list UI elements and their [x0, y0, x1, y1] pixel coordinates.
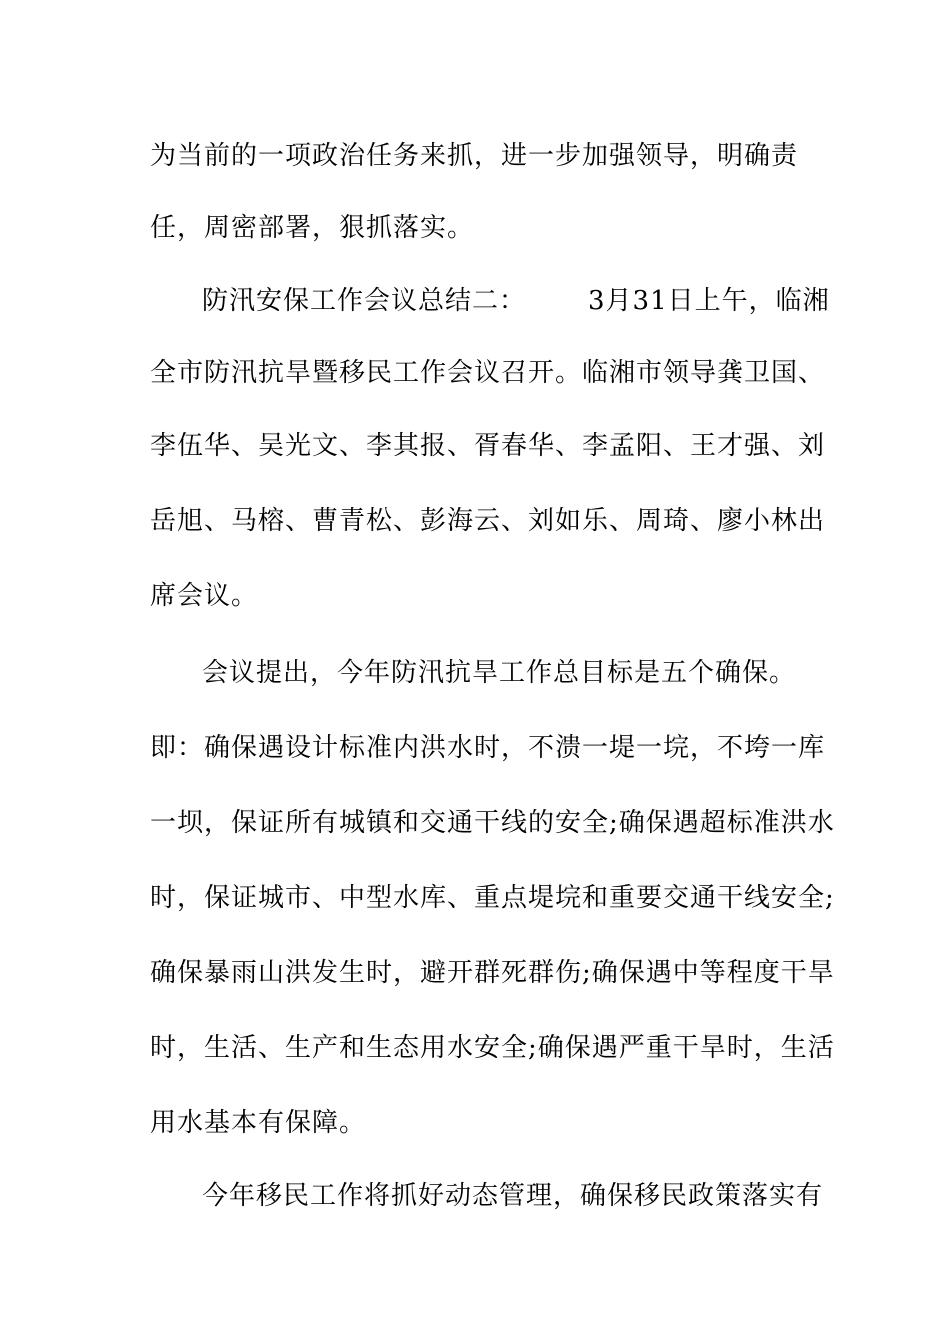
text-line: 席会议。: [150, 581, 259, 611]
text-line: 一坝，保证所有城镇和交通干线的安全;确保遇超标准洪水: [150, 808, 835, 838]
text-line: 全市防汛抗旱暨移民工作会议召开。临湘市领导龚卫国、: [150, 358, 826, 388]
text-line: 用水基本有保障。: [150, 1108, 367, 1138]
text-span: 3月31日上午，临湘: [588, 286, 830, 316]
section-heading-line: [202, 286, 830, 316]
text-line: 时，生活、生产和生态用水安全;确保遇严重干旱时，生活: [150, 1033, 835, 1063]
text-line: 为当前的一项政治任务来抓，进一步加强领导，明确责: [150, 141, 799, 171]
text-line: 时，保证城市、中型水库、重点堤垸和重要交通干线安全;: [150, 883, 835, 913]
text-line: 岳旭、马榕、曹青松、彭海云、刘如乐、周琦、廖小林出: [150, 506, 826, 536]
text-line: 李伍华、吴光文、李其报、胥春华、李孟阳、王才强、刘: [150, 431, 826, 461]
paragraph-first-line: 今年移民工作将抓好动态管理，确保移民政策落实有: [202, 1181, 824, 1211]
text-line: 任，周密部署，狠抓落实。: [150, 213, 475, 243]
text-line: 确保暴雨山洪发生时，避开群死群伤;确保遇中等程度干旱: [150, 958, 835, 988]
text-line: 即：确保遇设计标准内洪水时，不溃一堤一垸，不垮一库: [150, 733, 826, 763]
section-heading: 防汛安保工作会议总结二：: [202, 286, 527, 316]
paragraph-first-line: 会议提出，今年防汛抗旱工作总目标是五个确保。: [202, 658, 797, 688]
